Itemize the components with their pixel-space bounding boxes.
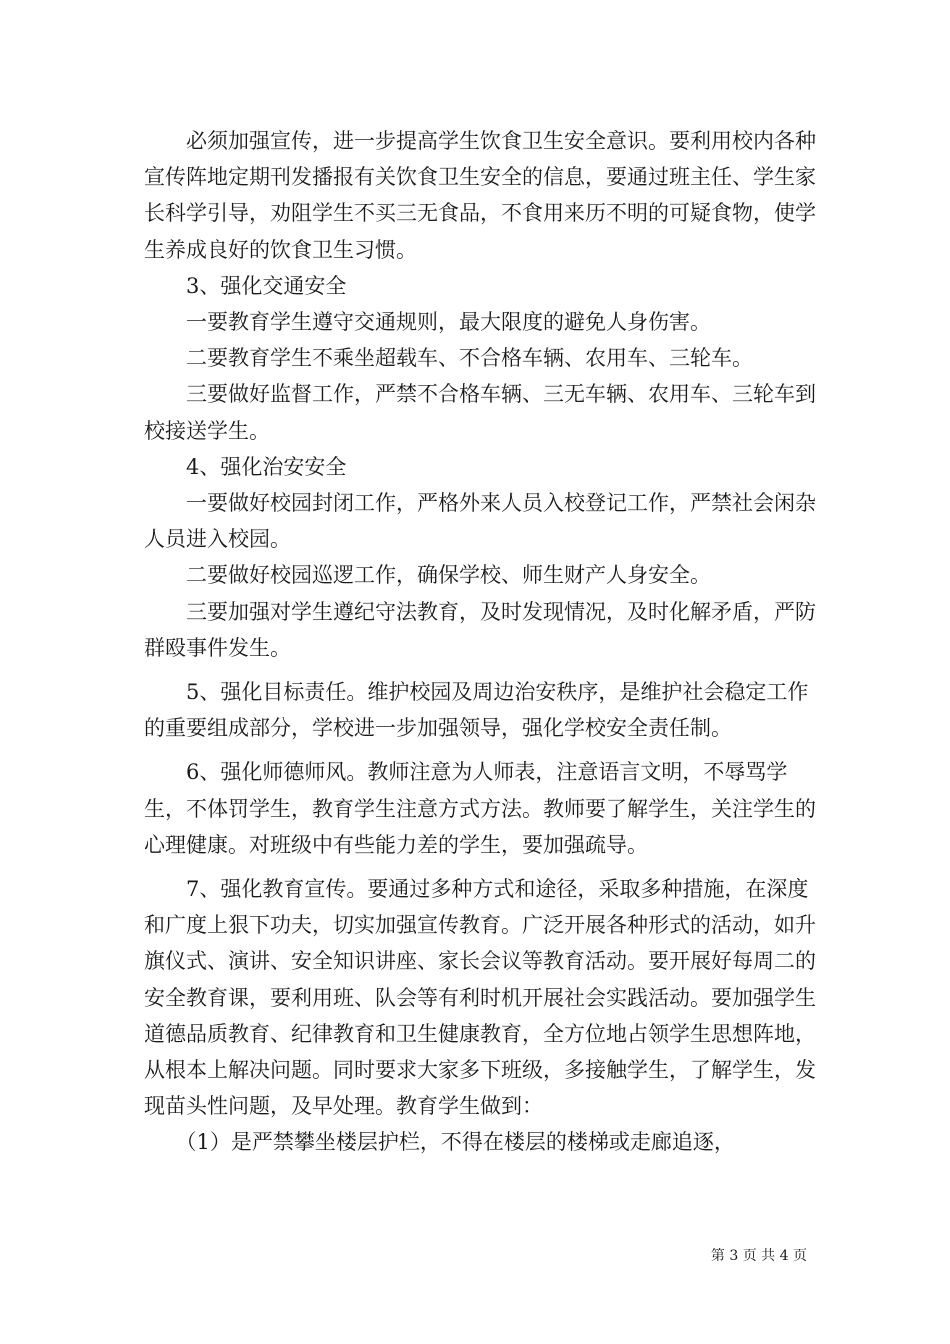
paragraph-traffic-3: 三要做好监督工作，严禁不合格车辆、三无车辆、农用车、三轮车到校接送学生。 [144, 382, 816, 443]
paragraph-gap [144, 863, 824, 871]
document-body [144, 123, 824, 1161]
paragraph-security-3: 三要加强对学生遵纪守法教育，及时发现情况，及时化解矛盾，严防群殴事件发生。 [144, 599, 816, 660]
paragraph-traffic-1: 一要教育学生遵守交通规则，最大限度的避免人身伤害。 [144, 310, 711, 335]
paragraph-food-safety: 必须加强宣传，进一步提高学生饮食卫生安全意识。要利用校内各种宣传阵地定期刊发播报有关饮食卫生安全的信息，要通过班主任、学生家长科学引导，劝阻学生不买三无食品，不食用来历不明的可疑食物，使学生养成良好的饮食卫生习惯。 [144, 129, 816, 262]
page-number-footer: 第 3 页 共 4 页 [710, 1248, 807, 1264]
paragraph-gap [144, 666, 824, 674]
paragraph-item-1: （1）是严禁攀坐楼层护栏，不得在楼层的楼梯或走廊追逐， [144, 1130, 735, 1155]
paragraph-target-responsibility: 5、强化目标责任。维护校园及周边治安秩序，是维护社会稳定工作的重要组成部分，学校进一步加强领导，强化学校安全责任制。 [144, 680, 809, 741]
paragraph-gap [144, 746, 824, 754]
heading-traffic-safety: 3、强化交通安全 [144, 273, 347, 298]
paragraph-education-publicity: 7、强化教育宣传。要通过多种方式和途径，采取多种措施，在深度和广度上狠下功夫，切实加强宣传教育。广泛开展各种形式的活动，如升旗仪式、演讲、安全知识讲座、家长会议等教育活动。要开展好每周二的安全教育课，要利用班、队会等有利时机开展社会实践活动。要加强学生道德品质教育、纪律教育和卫生健康教育，全方位地占领学生思想阵地，从根本上解决问题。同时要求大家多下班级，多接触学生，了解学生，发现苗头性问题，及早处理。教育学生做到： [144, 877, 816, 1119]
paragraph-security-2: 二要做好校园巡逻工作，确保学校、师生财产人身安全。 [144, 563, 711, 588]
paragraph-teacher-ethics: 6、强化师德师风。教师注意为人师表，注意语言文明，不辱骂学生，不体罚学生，教育学生注意方式方法。教师要了解学生，关注学生的心理健康。对班级中有些能力差的学生，要加强疏导。 [144, 760, 816, 857]
heading-public-security: 4、强化治安安全 [144, 454, 347, 479]
paragraph-traffic-2: 二要教育学生不乘坐超载车、不合格车辆、农用车、三轮车。 [144, 346, 753, 371]
paragraph-security-1: 一要做好校园封闭工作，严格外来人员入校登记工作，严禁社会闲杂人员进入校园。 [144, 491, 816, 552]
